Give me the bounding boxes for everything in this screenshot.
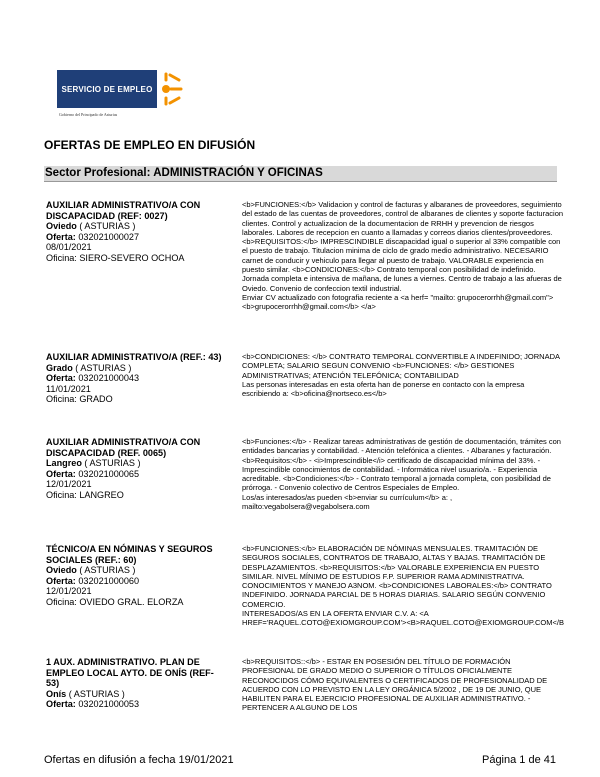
offer-region: ( ASTURIAS ) <box>66 688 125 699</box>
offer-place: Oviedo <box>46 221 77 231</box>
offer-office: Oficina: GRADO <box>46 394 113 404</box>
logo-subtitle: Gobierno del Principado de Asturias <box>59 112 118 117</box>
offer-region: ( ASTURIAS ) <box>72 362 132 373</box>
offer-date: 12/01/2021 <box>46 479 92 489</box>
offer-title: AUXILIAR ADMINISTRATIVO/A (REF.: 43) <box>46 352 222 362</box>
offer-description: <b>FUNCIONES:</b> ELABORACIÓN DE NÓMINAS MENSUALES. TRAMITACIÓN DE SEGUROS SOCIALES, CONTRATOS DE TRABAJO, ALTAS Y BAJAS. TRAMITACIÓN DE DESPLAZAMIENTOS. <b>REQUISITOS:</b> VALORABLE EXPERIENCIA EN PUESTO SIMILAR. NIVEL MÍNIMO DE ESTUDIOS F.P. SUPERIOR RAMA ADMINISTRATIVA. CONOCIMIENTOS Y MANEJO A3NOM. <b>CONDICIONES LABORALES:</b> CONTRATO INDEFINIDO. JORNADA PARCIAL DE 5 HORAS DIARIAS. SALARIO SEGÚN CONVENIO COMERCIO. INTERESADOS/AS EN LA OFERTA ENVIAR C.V. A: <A HREF='RAQUEL.COTO@EXIOMGROUP.COM'><B>RAQUEL.COTO@EXIOMGROUP.COM</B <box>242 544 564 628</box>
offer-region: ( ASTURIAS ) <box>81 458 141 468</box>
offer-summary <box>46 544 226 607</box>
offer-date: 12/01/2021 <box>46 586 92 596</box>
offer-description: <b>CONDICIONES: </b> CONTRATO TEMPORAL CONVERTIBLE A INDEFINIDO; JORNADA COMPLETA; SALARIO SEGUN CONVENIO <b>FUNCIONES: </b> GESTIONES ADMINISTRATIVAS; ATENCIÓN TELEFÓNICA; CONTABILIDAD Las personas interesadas en esta oferta han de ponerse en contacto con la empresa escribiendo a: <b>oficina@nortseco.es</b> <box>242 352 560 399</box>
offer-number-value: 032021000027 <box>75 231 140 242</box>
offer-number-label: Oferta: <box>46 231 76 242</box>
offer-title: AUXILIAR ADMINISTRATIVO/A CON DISCAPACIDAD (REF: 0027) <box>46 200 201 221</box>
offer-summary <box>46 352 226 405</box>
offer-place: Oviedo <box>46 565 77 575</box>
offer-location <box>46 565 226 576</box>
offer-location <box>46 689 226 700</box>
offer-number-label: Oferta: <box>46 468 76 479</box>
offer-number-label: Oferta: <box>46 373 76 383</box>
offer-office: Oficina: LANGREO <box>46 489 124 500</box>
offer-number-value: 032021000043 <box>75 373 140 383</box>
page-title: OFERTAS DE EMPLEO EN DIFUSIÓN <box>44 138 256 152</box>
offer-number-value: 032021000053 <box>75 699 140 709</box>
offer-number-label: Oferta: <box>46 699 76 709</box>
offer-title: TÉCNICO/A EN NÓMINAS Y SEGUROS SOCIALES (REF.: 60) <box>46 544 213 565</box>
offer-number-value: 032021000065 <box>75 468 140 479</box>
logo-wordmark: SERVICIO DE EMPLEO <box>57 70 157 108</box>
footer-date: Ofertas en difusión a fecha 19/01/2021 <box>44 754 234 766</box>
offer-office: Oficina: OVIEDO GRAL. ELORZA <box>46 596 184 607</box>
offer-office: Oficina: SIERO-SEVERO OCHOA <box>46 252 185 263</box>
offer-location <box>46 458 226 469</box>
offer-description: <b>FUNCIONES:</b> Validacion y control de facturas y albaranes de proveedores, seguimiento del estado de las cuentas de proveedores, control de albaranes de clientes y soporte facturacion clientes. Control y actualizacion de la documentacion de RRHH y prevencion de riesgos laborales. Labores de recepcion en cuanto a llamadas y correos diarios clientes/proveedores. <b>REQUISITOS:</b> IMPRESCINDIBLE discapacidad igual o superior al 33% compatible con el puesto de trabajo. Titulacion minima de ciclo de grado medio administrativo. NECESARIO carnet de conducir y vehiculo para llegar al puesto de trabajo. VALORABLE experiencia en puesto similar. <b>CONDICIONES:</b> Contrato temporal con posibilidad de indefinido. Jornada completa e intensiva de mañana, de lunes a viernes. Centro de trabajo a las afueras de Oviedo. Convenio de confeccion textil industrial. Enviar CV actualizado con fotografia reciente a <a herf= "mailto: grupocerorrhh@gmail.com"> <b>grupocerorrhh@gmail.com</b> </a> <box>242 200 564 312</box>
offer-location <box>46 363 226 374</box>
offer-number <box>46 469 226 480</box>
offer-description: <b>REQUISITOS::</b> - ESTAR EN POSESIÓN DEL TÍTULO DE FORMACIÓN PROFESIONAL DE GRADO MEDIO O SUPERIOR O TÍTULOS OFICIALMENTE RECONOCIDOS CÓMO EQUIVALENTES O CERTIFICADOS DE PROFESIONALIDAD DE ACUERDO CON LO PREVISTO EN LA LEY ORGÁNICA 5/2002 , DE 19 DE JUNIO, QUE HABILITEN PARA EL EJERCICIO PROFESIONAL DE AUXILIAR ADMINISTRATIVO. - PERTENCER A ALGUNO DE LOS <box>242 657 549 713</box>
offer-summary <box>46 437 226 500</box>
offer-description: <b>Funciones:</b> - Realizar tareas administrativas de gestión de documentación, trámites con entidades bancarias y contabilidad. - Atención telefónica a clientes. - Albaranes y facturación. <b>Requisitos:</b> - <i>Imprescindible</i> certificado de discapacidad mínima del 33%. - Imprescindible conocimientos de contabilidad. - Informática nivel usuario/a. - Experiencia acreditable. <b>Condiciones:</b> - Contrato temporal a jornada completa, con posibilidad de prórroga. - Convenio colectivo de Centros Especiales de Empleo. Los/as interesados/as pueden <b>enviar su currículum</b> a: , mailto:vegabolsera@vegabolsera.com <box>242 437 561 512</box>
offer-title: 1 AUX. ADMINISTRATIVO. PLAN DE EMPLEO LOCAL AYTO. DE ONÍS (REF-53) <box>46 657 214 688</box>
offer-number-label: Oferta: <box>46 575 76 586</box>
logo-sun-icon <box>157 70 183 108</box>
offer-location <box>46 221 226 232</box>
offer-summary <box>46 657 226 710</box>
offer-number <box>46 576 226 587</box>
offer-place: Grado <box>46 362 73 373</box>
offer-date: 11/01/2021 <box>46 383 91 394</box>
offer-region: ( ASTURIAS ) <box>76 221 136 231</box>
logo <box>57 70 183 122</box>
page-number: Página 1 de 41 <box>481 754 556 766</box>
offer-place: Onís <box>46 688 67 699</box>
offer-number <box>46 232 226 243</box>
sector-header: Sector Profesional: ADMINISTRACIÓN Y OFICINAS <box>44 166 557 182</box>
offer-title: AUXILIAR ADMINISTRATIVO/A CON DISCAPACIDAD (REF. 0065) <box>46 437 201 458</box>
offer-region: ( ASTURIAS ) <box>76 565 136 575</box>
offer-date: 08/01/2021 <box>46 242 92 252</box>
offer-place: Langreo <box>46 458 82 468</box>
offer-number <box>46 699 226 710</box>
offer-summary <box>46 200 226 263</box>
offer-number <box>46 373 226 384</box>
offer-number-value: 032021000060 <box>75 575 140 586</box>
